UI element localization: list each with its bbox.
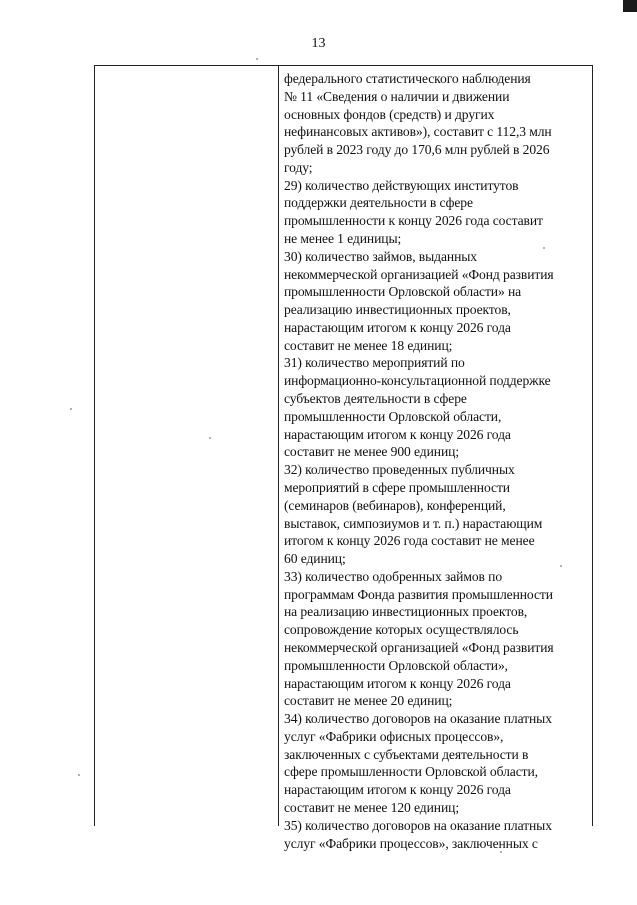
text-line: федерального статистического наблюдения	[284, 71, 531, 86]
scan-speck	[543, 247, 545, 249]
text-line: поддержки деятельности в сфере	[284, 195, 473, 211]
text-line: нарастающим итогом к концу 2026 года	[284, 426, 511, 442]
text-line: 35) количество договоров на оказание платных	[284, 817, 552, 833]
document-table	[94, 65, 593, 851]
text-line: заключенных с субъектами деятельности в	[284, 746, 529, 762]
text-line: нефинансовых активов»), составит с 112,3 млн	[284, 124, 552, 140]
text-line: составит не менее 20 единиц;	[284, 693, 453, 709]
text-line: некоммерческой организацией «Фонд развития	[284, 639, 554, 655]
text-line: № 11 «Сведения о наличии и движении	[284, 88, 510, 104]
text-line: программам Фонда развития промышленности	[284, 586, 553, 602]
page-number: 13	[311, 36, 326, 51]
text-line: 29) количество действующих институтов	[284, 177, 519, 193]
text-line: нарастающим итогом к концу 2026 года	[284, 675, 511, 691]
text-line: 34) количество договоров на оказание платных	[284, 711, 552, 727]
text-line: итогом к концу 2026 года составит не менее	[284, 533, 535, 549]
text-line: нарастающим итогом к концу 2026 года	[284, 319, 511, 335]
scan-speck	[560, 565, 562, 567]
text-line: составит не менее 120 единиц;	[284, 799, 459, 815]
text-line: услуг «Фабрики процессов», заключенных с	[284, 835, 538, 851]
scan-corner-mark	[623, 0, 637, 12]
text-line: 31) количество мероприятий по	[284, 355, 465, 371]
text-line: промышленности к концу 2026 года составит	[284, 213, 543, 229]
text-line: нарастающим итогом к концу 2026 года	[284, 782, 511, 798]
table-left-cell	[95, 66, 279, 826]
text-line: мероприятий в сфере промышленности	[284, 479, 510, 495]
text-line: 32) количество проведенных публичных	[284, 462, 515, 478]
text-line: на реализацию инвестиционных проектов,	[284, 604, 528, 620]
text-line: 60 единиц;	[284, 551, 346, 567]
text-line: реализацию инвестиционных проектов,	[284, 302, 511, 318]
scan-speck	[500, 851, 502, 853]
text-line: информационно-консультационной поддержке	[284, 373, 551, 389]
text-line: 33) количество одобренных займов по	[284, 568, 503, 584]
scan-speck	[256, 58, 258, 60]
text-line: году;	[284, 159, 313, 175]
text-line: составит не менее 900 единиц;	[284, 444, 459, 460]
text-line: составит не менее 18 единиц;	[284, 337, 453, 353]
scan-speck	[70, 408, 72, 410]
text-line: промышленности Орловской области» на	[284, 284, 522, 300]
scan-speck	[209, 437, 211, 439]
text-line: сфере промышленности Орловской области,	[284, 764, 538, 780]
text-line: промышленности Орловской области,	[284, 408, 502, 424]
scan-speck	[78, 774, 80, 776]
text-line: услуг «Фабрики офисных процессов»,	[284, 728, 504, 744]
text-line: 30) количество займов, выданных	[284, 248, 477, 264]
text-line: промышленности Орловской области»,	[284, 657, 508, 673]
text-line: основных фондов (средств) и других	[284, 106, 495, 122]
text-line: рублей в 2023 году до 170,6 млн рублей в 2026	[284, 142, 550, 158]
text-line: (семинаров (вебинаров), конференций,	[284, 497, 506, 513]
text-line: сопровождение которых осуществлялось	[284, 622, 519, 638]
text-line: выставок, симпозиумов и т. п.) нарастающим	[284, 515, 543, 531]
text-line: некоммерческой организацией «Фонд развития	[284, 266, 554, 282]
text-line: не менее 1 единицы;	[284, 231, 402, 247]
text-line: субъектов деятельности в сфере	[284, 391, 467, 407]
table-right-cell	[279, 66, 592, 851]
